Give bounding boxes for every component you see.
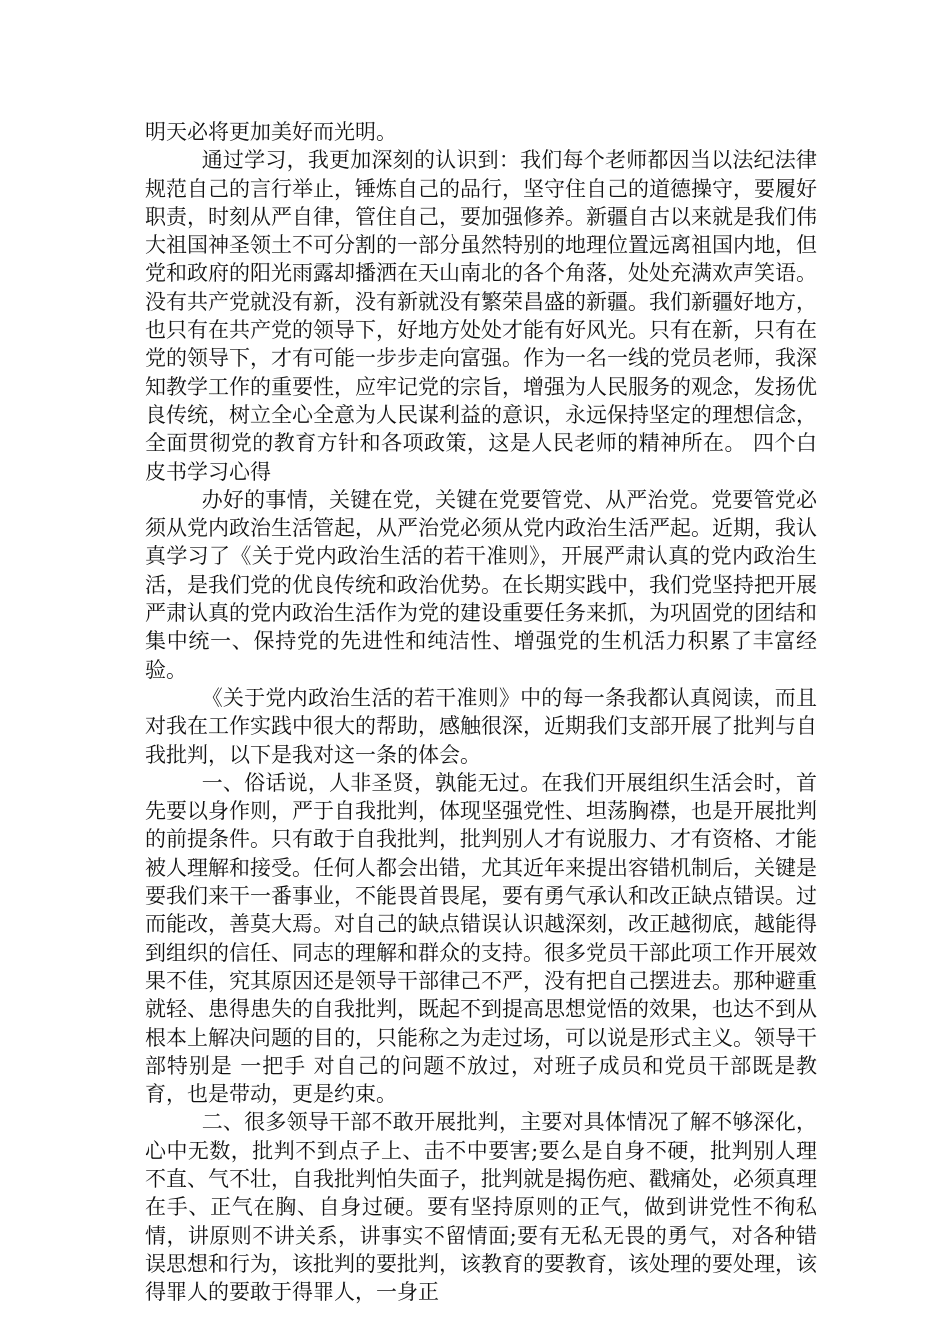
paragraph: 通过学习，我更加深刻的认识到：我们每个老师都因当以法纪法律规范自己的言行举止，锤炼自己的品行，坚守住自己的道德操守，要履好职责，时刻从严自律，管住自己，要加强修养。新疆自古以来就是我们伟大祖国神圣领土不可分割的一部分虽然特别的地理位置远离祖国内地，但党和政府的阳光雨露却播洒在天山南北的各个角落，处处充满欢声笑语。没有共产党就没有新，没有新就没有繁荣昌盛的新疆。我们新疆好地方，也只有在共产党的领导下，好地方处处才能有好风光。只有在新，只有在党的领导下，才有可能一步步走向富强。作为一名一线的党员老师，我深知教学工作的重要性，应牢记党的宗旨，增强为人民服务的观念，发扬优良传统，树立全心全意为人民谋利益的意识，永远保持坚定的理想信念，全面贯彻党的教育方针和各项政策，这是人民老师的精神所在。 四个白皮书学习心得: [145, 148, 817, 484]
paragraph: 二、很多领导干部不敢开展批判，主要对具体情况了解不够深化，心中无数，批判不到点子上、击不中要害;要么是自身不硬，批判别人理不直、气不壮，自我批判怕失面子，批判就是揭伤疤、戳痛处，必须真理在手、正气在胸、自身过硬。要有坚持原则的正气，做到讲党性不徇私情，讲原则不讲关系，讲事实不留情面;要有无私无畏的勇气，对各种错误思想和行为，该批判的要批判，该教育的要教育，该处理的要处理，该得罪人的要敢于得罪人，一身正: [145, 1110, 817, 1305]
paragraph: 办好的事情，关键在党，关键在党要管党、从严治党。党要管党必须从党内政治生活管起，从严治党必须从党内政治生活严起。近期，我认真学习了《关于党内政治生活的若干准则》，开展严肃认真的党内政治生活，是我们党的优良传统和政治优势。在长期实践中，我们党坚持把开展严肃认真的党内政治生活作为党的建设重要任务来抓，为巩固党的团结和集中统一、保持党的先进性和纯洁性、增强党的生机活力积累了丰富经验。: [145, 487, 817, 682]
document-body: [145, 118, 817, 1306]
paragraph: 《关于党内政治生活的若干准则》中的每一条我都认真阅读，而且对我在工作实践中很大的帮助，感触很深，近期我们支部开展了批判与自我批判，以下是我对这一条的体会。: [145, 685, 817, 767]
paragraph: 一、俗话说，人非圣贤，孰能无过。在我们开展组织生活会时，首先要以身作则，严于自我批判，体现坚强党性、坦荡胸襟，也是开展批判的前提条件。只有敢于自我批判，批判别人才有说服力、才有资格、才能被人理解和接受。任何人都会出错，尤其近年来提出容错机制后，关键是要我们来干一番事业，不能畏首畏尾，要有勇气承认和改正缺点错误。过而能改，善莫大焉。对自己的缺点错误认识越深刻，改正越彻底，越能得到组织的信任、同志的理解和群众的支持。很多党员干部此项工作开展效果不佳，究其原因还是领导干部律己不严，没有把自己摆进去。那种避重就轻、患得患失的自我批判，既起不到提高思想觉悟的效果，也达不到从根本上解决问题的目的，只能称之为走过场，可以说是形式主义。领导干部特别是 一把手 对自己的问题不放过，对班子成员和党员干部既是教育，也是带动，更是约束。: [145, 770, 817, 1107]
paragraph: 明天必将更加美好而光明。: [145, 120, 397, 144]
